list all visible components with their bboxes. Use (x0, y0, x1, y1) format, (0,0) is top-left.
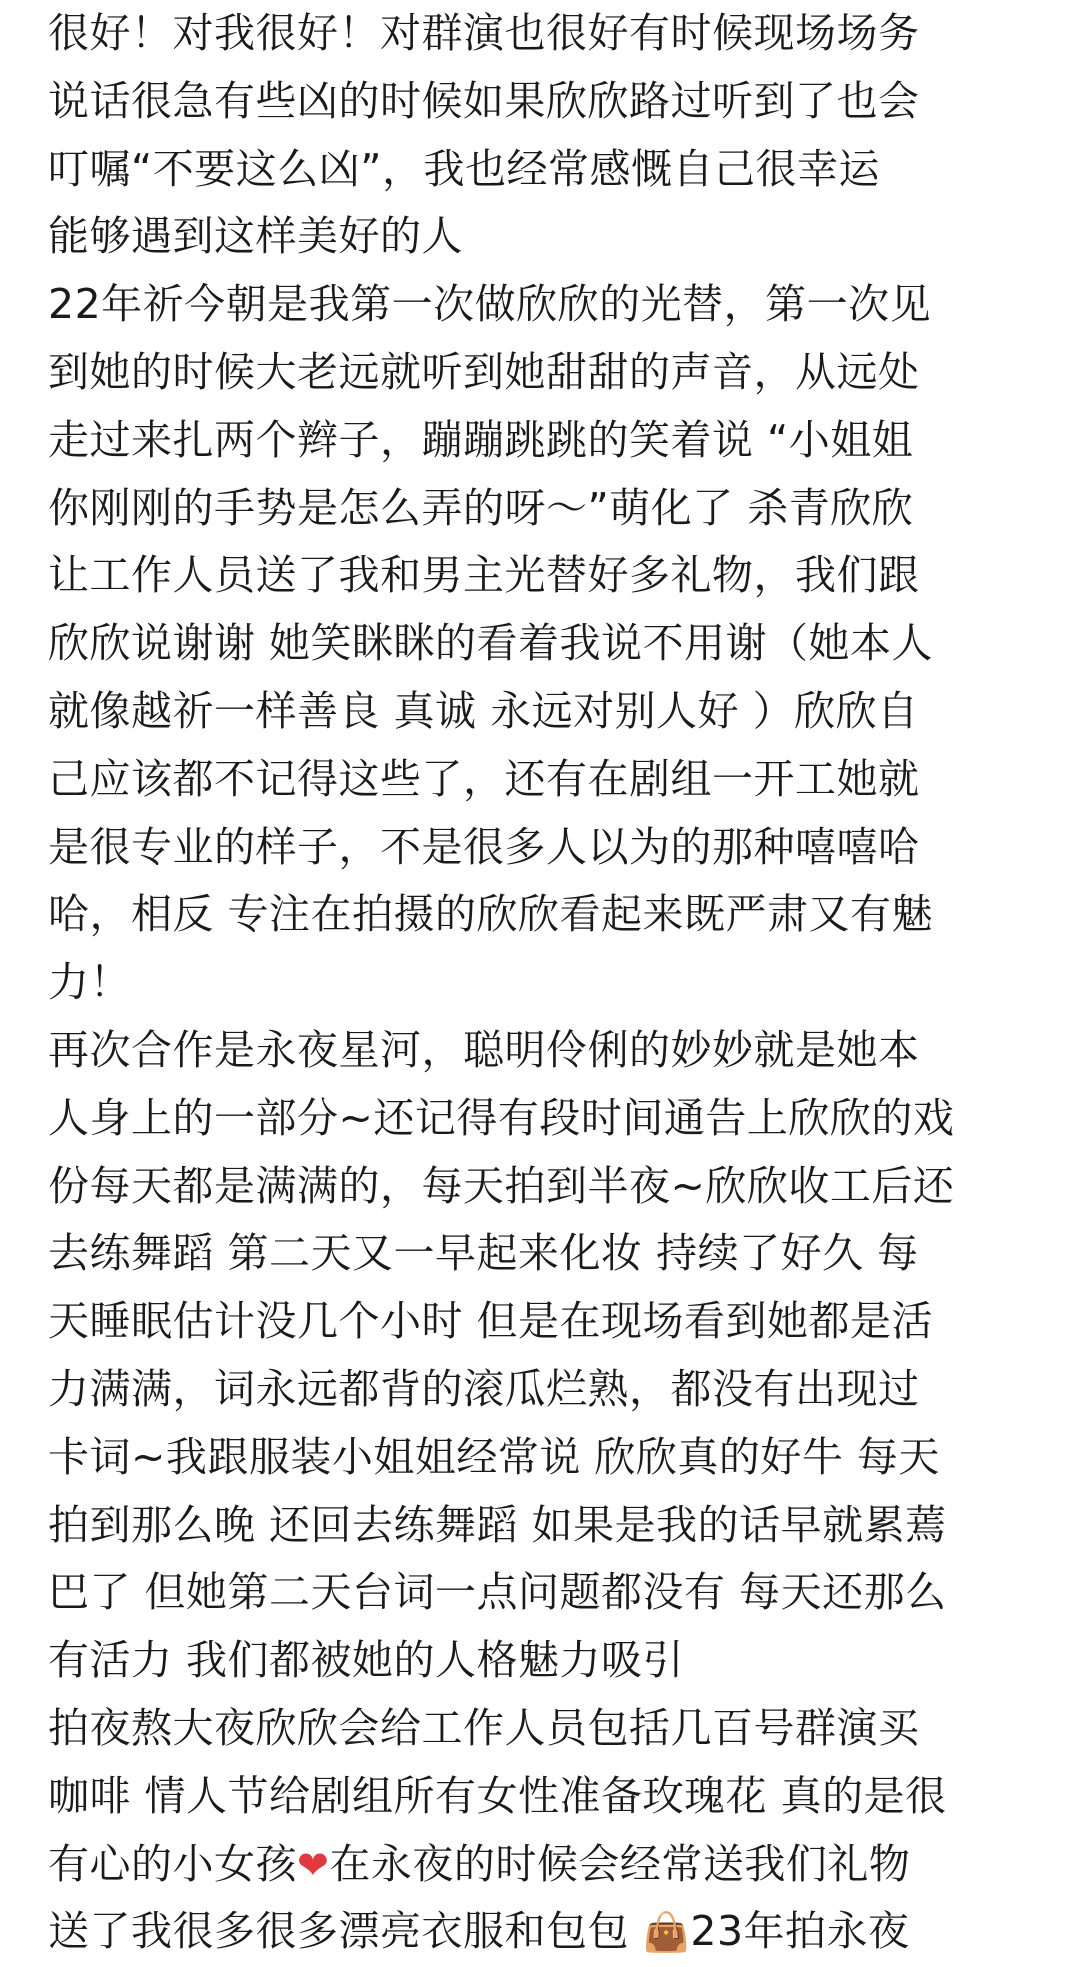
text-line: 份每天都是满满的，每天拍到半夜~欣欣收工后还 (48, 1161, 955, 1210)
text-line: 天睡眠估计没几个小时 但是在现场看到她都是活 (48, 1297, 934, 1346)
text-line: 力！ (48, 958, 131, 1007)
text-line: 哈，相反 专注在拍摄的欣欣看起来既严肃又有魅 (48, 890, 934, 939)
text-line: 拍夜熬大夜欣欣会给工作人员包括几百号群演买 (48, 1703, 920, 1752)
text-line: 是很专业的样子，不是很多人以为的那种嘻嘻哈 (48, 822, 920, 871)
text-line: 让工作人员送了我和男主光替好多礼物，我们跟 (48, 551, 920, 600)
text-line: 己应该都不记得这些了，还有在剧组一开工她就 (48, 754, 920, 803)
text-segment: 23年拍永夜 (690, 1907, 910, 1956)
text-line: 走过来扎两个辫子，蹦蹦跳跳的笑着说 “小姐姐 (48, 415, 914, 464)
text-line: 说话很急有些凶的时候如果欣欣路过听到了也会 (48, 76, 920, 125)
text-segment: 有心的小女孩 (48, 1839, 297, 1888)
handbag-icon: 👜 (642, 1910, 691, 1955)
text-segment: 在永夜的时候会经常送我们礼物 (329, 1839, 911, 1888)
text-line: 咖啡 情人节给剧组所有女性准备玫瑰花 真的是很 (48, 1771, 947, 1820)
text-segment: 送了我很多很多漂亮衣服和包包 (48, 1907, 643, 1956)
text-line: 就像越祈一样善良 真诚 永远对别人好 ）欣欣自 (48, 686, 919, 735)
text-line: 欣欣说谢谢 她笑眯眯的看着我说不用谢（她本人 (48, 619, 934, 668)
text-line: 有活力 我们都被她的人格魅力吸引 (48, 1636, 685, 1685)
text-line-with-bag (48, 1898, 1048, 1966)
text-line: 卡词~我跟服装小姐姐经常说 欣欣真的好牛 每天 (48, 1432, 940, 1481)
text-line: 巴了 但她第二天台词一点问题都没有 每天还那么 (48, 1568, 947, 1617)
text-line: 去练舞蹈 第二天又一早起来化妆 持续了好久 每 (48, 1229, 919, 1278)
post-text-body (48, 0, 1048, 1966)
text-line: 拍到那么晚 还回去练舞蹈 如果是我的话早就累蔫 (48, 1500, 947, 1549)
text-line: 能够遇到这样美好的人 (48, 212, 463, 261)
text-line: 叮嘱“不要这么凶”，我也经常感慨自己很幸运 (48, 144, 880, 193)
text-line: 人身上的一部分~还记得有段时间通告上欣欣的戏 (48, 1093, 955, 1142)
text-line: 你刚刚的手势是怎么弄的呀～”萌化了 杀青欣欣 (48, 483, 914, 532)
text-line: 力满满，词永远都背的滚瓜烂熟，都没有出现过 (48, 1364, 920, 1413)
text-line: 再次合作是永夜星河，聪明伶俐的妙妙就是她本 (48, 1025, 920, 1074)
text-line-with-heart (48, 1831, 1048, 1899)
heart-icon: ❤ (297, 1842, 330, 1887)
text-line: 到她的时候大老远就听到她甜甜的声音，从远处 (48, 347, 920, 396)
text-line: 很好！对我很好！对群演也很好有时候现场场务 (48, 9, 920, 57)
text-line: 22年祈今朝是我第一次做欣欣的光替，第一次见 (48, 280, 932, 329)
